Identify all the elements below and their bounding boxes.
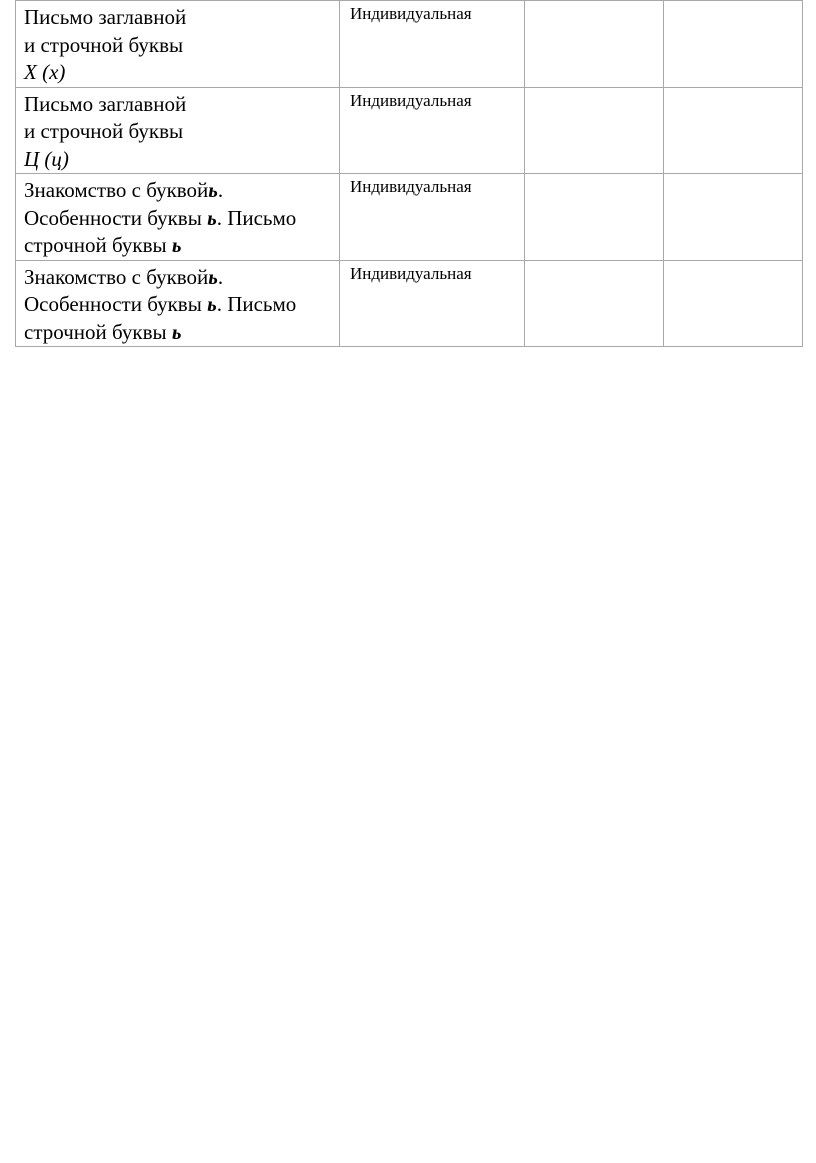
topic-text-segment: Особенности буквы: [24, 292, 208, 316]
empty-cell: [664, 87, 803, 174]
topic-letter: ь: [207, 292, 217, 316]
topic-letter: ь: [171, 319, 182, 344]
empty-cell: [664, 1, 803, 88]
empty-cell: [525, 260, 664, 347]
empty-cell: [525, 174, 664, 261]
topic-text-segment: Знакомство с буквой: [24, 264, 209, 289]
table-row: [16, 87, 803, 174]
empty-cell: [664, 174, 803, 261]
topic-cell: [16, 174, 340, 261]
empty-cell: [664, 260, 803, 347]
topic-text-segment: строчной буквы: [24, 233, 172, 257]
topic-letter: ь: [207, 205, 217, 230]
topic-text-segment: строчной буквы: [24, 319, 172, 344]
topic-line: [24, 319, 339, 347]
topic-text-segment: .: [217, 264, 224, 289]
topic-line: и строчной буквы: [24, 32, 184, 57]
topic-line: Письмо заглавной: [24, 91, 187, 116]
topic-letter: ь: [208, 264, 218, 289]
empty-cell: [525, 87, 664, 174]
topic-text-segment: Знакомство с буквой: [24, 178, 209, 202]
table-row: [16, 1, 803, 88]
work-form-text: Индивидуальная: [350, 90, 472, 110]
topic-text-segment: . Письмо: [216, 205, 297, 230]
empty-cell: [525, 1, 664, 88]
form-cell: [340, 1, 525, 88]
topic-text-segment: . Письмо: [216, 292, 297, 316]
topic-letter: Х (х): [24, 60, 66, 84]
work-form-text: Индивидуальная: [350, 4, 472, 23]
topic-cell: [16, 1, 340, 88]
topic-line: [24, 177, 339, 205]
lesson-plan-table: [15, 0, 803, 347]
topic-line: [24, 291, 339, 319]
topic-text-segment: Особенности буквы: [24, 205, 208, 230]
form-cell: [340, 87, 525, 174]
form-cell: [340, 174, 525, 261]
topic-cell: [16, 87, 340, 174]
topic-letter: ь: [171, 233, 182, 257]
topic-cell: [16, 260, 340, 347]
topic-line: [24, 205, 339, 233]
topic-letter: Ц (ц): [24, 146, 69, 171]
topic-line: [24, 264, 339, 292]
topic-text-segment: .: [217, 178, 224, 202]
work-form-text: Индивидуальная: [350, 177, 472, 196]
topic-line: [24, 232, 339, 260]
form-cell: [340, 260, 525, 347]
topic-line: и строчной буквы: [24, 119, 184, 143]
table-row: [16, 174, 803, 261]
work-form-text: Индивидуальная: [350, 263, 472, 283]
topic-letter: ь: [208, 178, 218, 202]
table-row: [16, 260, 803, 347]
topic-line: Письмо заглавной: [24, 5, 187, 29]
